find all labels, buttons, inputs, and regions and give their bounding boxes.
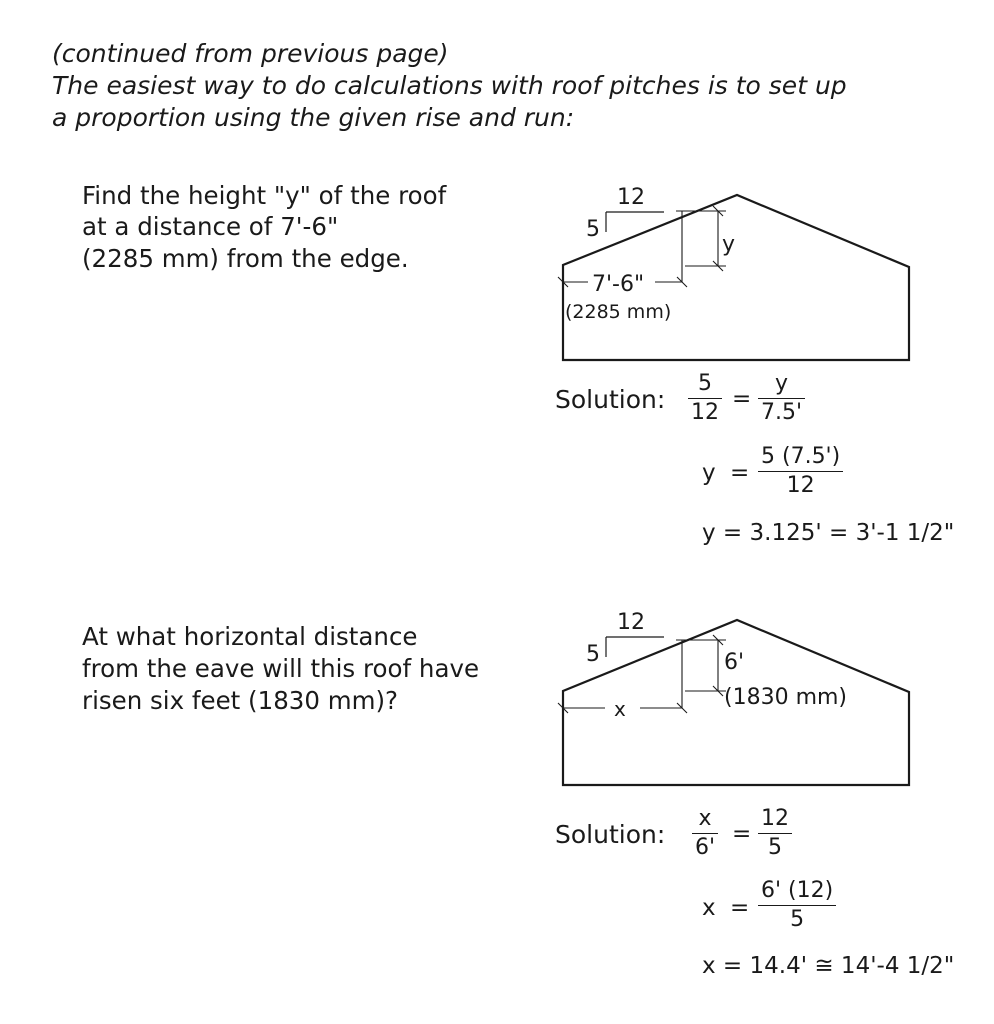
problem2-eq2-variable: x <box>702 895 716 921</box>
problem2-rise-label: 5 <box>586 642 600 667</box>
problem2-distance-label: x <box>614 697 626 721</box>
fraction-numerator: 5 (7.5') <box>761 444 841 469</box>
problem2-eq1-right-fraction <box>758 807 792 860</box>
problem2-eq2-fraction <box>758 879 836 932</box>
fraction-denominator: 12 <box>758 471 843 498</box>
problem1-distance-metric: (2285 mm) <box>565 301 672 323</box>
problem1-question-line-2: at a distance of 7'-6" <box>82 212 339 241</box>
intro-line-1: The easiest way to do calculations with roof pitches is to set up <box>52 71 847 100</box>
problem1-distance-label: 7'-6" <box>592 272 645 297</box>
problem2-height-dimension <box>676 635 726 708</box>
problem2-eq1-equals: = <box>732 821 752 847</box>
problem1-rise-label: 5 <box>586 217 600 242</box>
fraction-numerator: 12 <box>761 806 789 831</box>
fraction-denominator: 5 <box>758 833 792 860</box>
fraction-numerator: y <box>775 371 789 396</box>
fraction-denominator: 5 <box>758 905 836 932</box>
problem1-eq1-equals: = <box>732 386 752 412</box>
fraction-denominator: 12 <box>688 398 722 425</box>
problem1-eq2-variable: y <box>702 460 716 486</box>
intro-line-2: a proportion using the given rise and run: <box>52 103 575 132</box>
problem2-eq2-equals: = <box>730 895 750 921</box>
problem1-eq3-result: y = 3.125' = 3'-1 1/2" <box>702 520 955 546</box>
continued-note: (continued from previous page) <box>52 39 449 68</box>
fraction-numerator: 5 <box>698 371 712 396</box>
fraction-numerator: 6' (12) <box>761 878 834 903</box>
problem1-height-label: y <box>722 232 736 257</box>
problem1-solution-label: Solution: <box>555 385 666 414</box>
problem2-eq3-result: x = 14.4' ≅ 14'-4 1/2" <box>702 953 955 979</box>
problem1-question-line-1: Find the height "y" of the roof <box>82 181 447 210</box>
fraction-numerator: x <box>698 806 712 831</box>
problem2-eq1-left-fraction <box>692 807 718 860</box>
problem2-question-line-1: At what horizontal distance <box>82 622 418 651</box>
problem1-question-line-3: (2285 mm) from the edge. <box>82 244 409 273</box>
problem2-height-label: 6' <box>724 650 745 675</box>
fraction-denominator: 6' <box>692 833 718 860</box>
problem2-height-metric: (1830 mm) <box>724 685 848 710</box>
problem2-question-line-3: risen six feet (1830 mm)? <box>82 686 399 715</box>
problem1-eq2-equals: = <box>730 460 750 486</box>
problem2-run-label: 12 <box>617 610 645 635</box>
problem2-question-line-2: from the eave will this roof have <box>82 654 480 683</box>
problem1-run-label: 12 <box>617 185 645 210</box>
problem2-solution-label: Solution: <box>555 820 666 849</box>
fraction-denominator: 7.5' <box>758 398 805 425</box>
